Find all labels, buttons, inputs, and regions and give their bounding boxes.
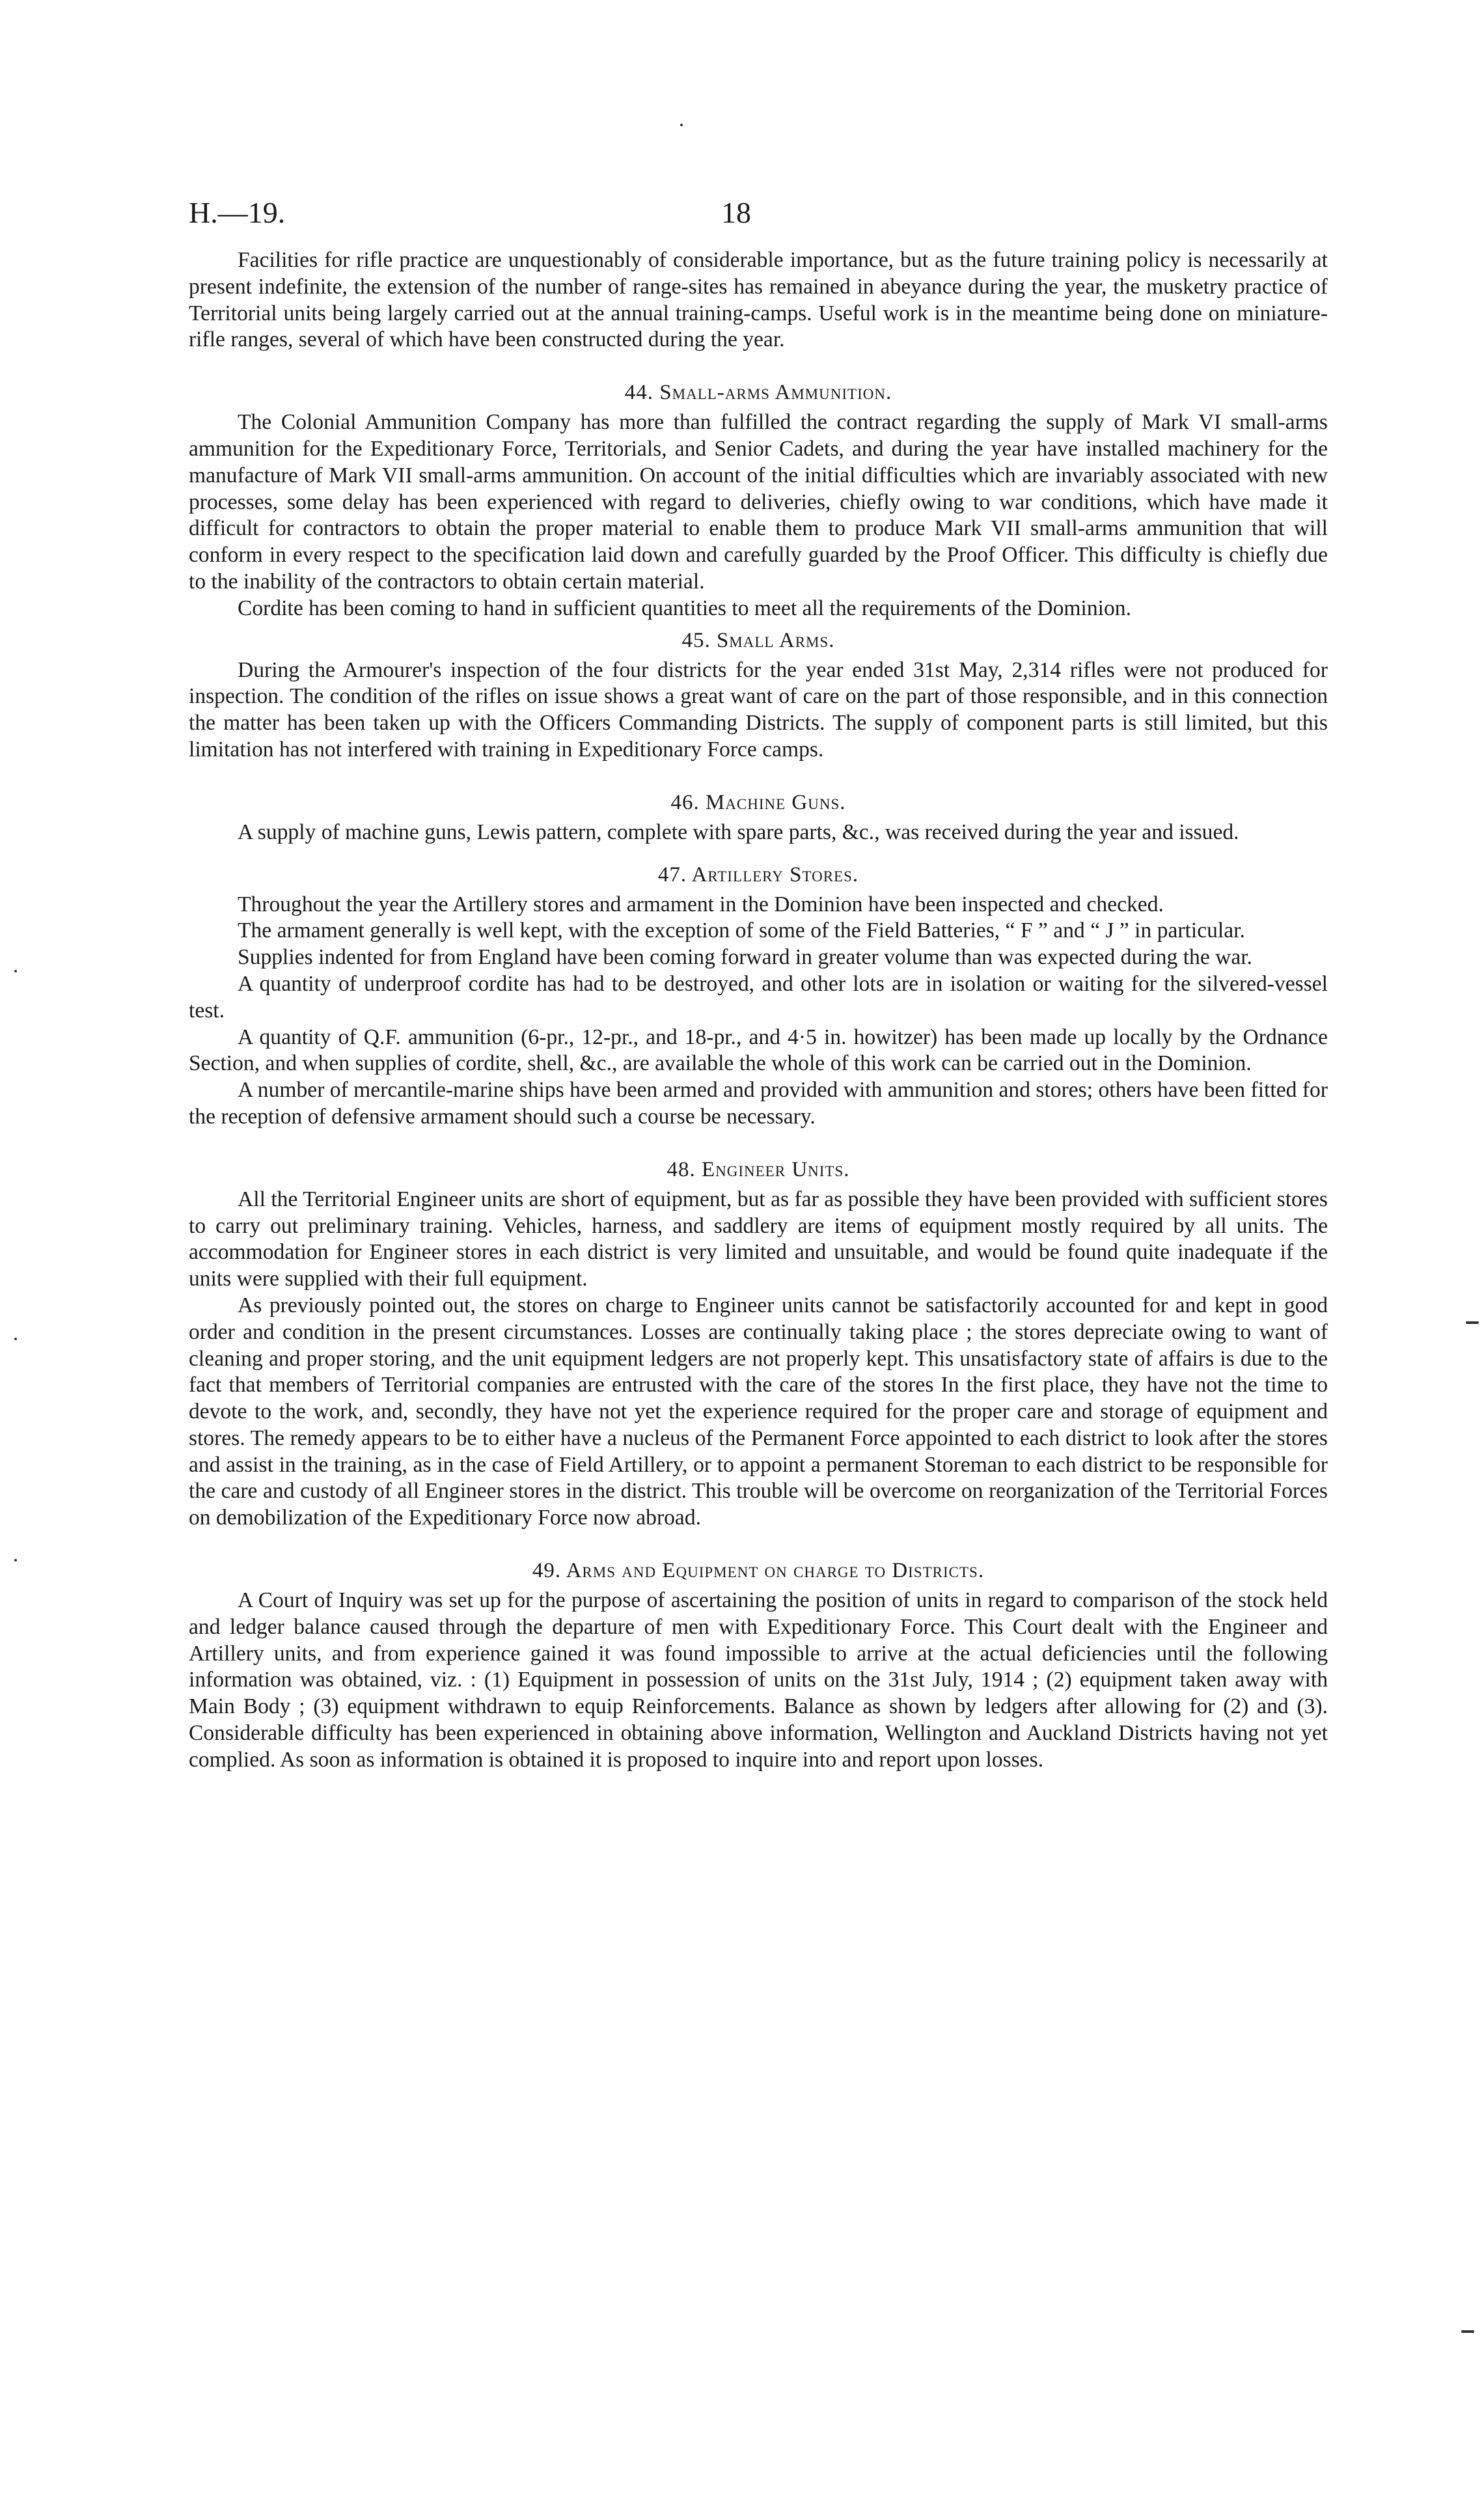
paragraph: Throughout the year the Artillery stores and armament in the Dominion have been inspected and checked.: [238, 892, 1164, 916]
paragraph: A supply of machine guns, Lewis pattern, complete with spare parts, &c., was received during the year and issued.: [238, 819, 1239, 844]
section-small-arms-ammunition: [189, 379, 1328, 622]
stray-mark: [14, 970, 17, 972]
paragraph: Cordite has been coming to hand in sufficient quantities to meet all the requirements of the Dominion.: [238, 596, 1131, 620]
section-arms-and-equipment: [189, 1558, 1328, 1774]
paragraph: The Colonial Ammunition Company has more than fulfilled the contract regarding the supply of Mark VI small-arms ammunition for the Expeditionary Force, Territorials, and Senior Cadets, and during the year have installed machinery for the manufacture of Mark VII small-arms ammunition. On account of the initial difficulties which are invariably associated with new processes, some delay has been experienced with regard to deliveries, chiefly owing to war conditions, which have made it difficult for contractors to obtain the proper material to enable them to produce Mark VII small-arms ammunition that will conform in every respect to the specification laid down and carefully guarded by the Proof Officer. This difficulty is chiefly due to the inability of the contractors to obtain certain material.: [189, 410, 1328, 594]
stray-mark: [1461, 2330, 1474, 2333]
intro-section: [189, 247, 1328, 353]
document-page: [189, 195, 1328, 1774]
paragraph: Facilities for rifle practice are unquestionably of considerable importance, but as the future training policy is necessarily at present indefinite, the extension of the number of range-sites has remained in abeyance during the year, the musketry practice of Territorial units being largely carried out at the annual training-camps. Useful work is in the meantime being done on miniature-rifle ranges, several of which have been constructed during the year.: [189, 248, 1328, 352]
stray-mark: [1466, 1321, 1479, 1324]
page-number: 18: [721, 196, 751, 229]
section-heading: 49. Arms and Equipment on charge to Districts.: [532, 1559, 985, 1583]
paragraph: The armament generally is well kept, with the exception of some of the Field Batteries, “ F ” and “ J ” in particular.: [238, 918, 1245, 943]
paragraph: A quantity of Q.F. ammunition (6-pr., 12-pr., and 18-pr., and 4·5 in. howitzer) has been made up locally by the Ordnance Section, and when supplies of cordite, shell, &c., are available the whole of this work can be carried out in the Dominion.: [189, 1025, 1328, 1076]
paragraph: A number of mercantile-marine ships have been armed and provided with ammunition and stores; others have been fitted for the reception of defensive armament should such a course be necessary.: [189, 1078, 1328, 1129]
section-heading: 48. Engineer Units.: [666, 1157, 850, 1181]
paragraph: All the Territorial Engineer units are short of equipment, but as far as possible they have been provided with sufficient stores to carry out preliminary training. Vehicles, harness, and saddlery are items of equipment mostly required by all units. The accommodation for Engineer stores in each district is very limited and unsuitable, and would be found quite inadequate if the units were supplied with their full equipment.: [189, 1187, 1328, 1291]
paper-reference: H.—19.: [189, 196, 286, 229]
stray-mark: [14, 1559, 17, 1562]
section-small-arms: [189, 627, 1328, 764]
paragraph: During the Armourer's inspection of the four districts for the year ended 31st May, 2,314 rifles were not produced for inspection. The condition of the rifles on issue shows a great want of care on the part of those responsible, and in this connection the matter has been taken up with the Officers Commanding Districts. The supply of component parts is still limited, but this limitation has not interfered with training in Expeditionary Force camps.: [189, 657, 1328, 762]
stray-mark: [14, 1338, 17, 1340]
section-heading: 46. Machine Guns.: [670, 790, 846, 814]
running-head: [189, 195, 1328, 247]
section-heading: 47. Artillery Stores.: [657, 862, 859, 887]
section-heading: 44. Small-arms Ammunition.: [624, 381, 892, 405]
section-engineer-units: [189, 1157, 1328, 1532]
section-machine-guns: [189, 790, 1328, 846]
paragraph: As previously pointed out, the stores on charge to Engineer units cannot be satisfactorily accounted for and kept in good order and condition in the present circumstances. Losses are continually taking place ; the stores depreciate owing to want of cleaning and proper storing, and the unit equipment ledgers are not properly kept. This unsatisfactory state of affairs is due to the fact that members of Territorial companies are entrusted with the care of the stores In the first place, they have not the time to devote to the work, and, secondly, they have not yet the experience required for the proper care and storage of equipment and stores. The remedy appears to be to either have a nucleus of the Permanent Force appointed to each district to look after the stores and assist in the training, as in the case of Field Artillery, or to appoint a permanent Storeman to each district to be responsible for the care and custody of all Engineer stores in the district. This trouble will be overcome on reorganization of the Territorial Forces on demobilization of the Expeditionary Force now abroad.: [189, 1293, 1328, 1530]
stray-mark: [680, 124, 683, 126]
section-heading: 45. Small Arms.: [681, 628, 835, 652]
section-artillery-stores: [189, 862, 1328, 1131]
paragraph: Supplies indented for from England have been coming forward in greater volume than was expected during the war.: [238, 945, 1253, 970]
paragraph: A Court of Inquiry was set up for the purpose of ascertaining the position of units in regard to comparison of the stock held and ledger balance caused through the departure of men with Expeditionary Force. This Court dealt with the Engineer and Artillery units, and from experience gained it was found impossible to arrive at the actual deficiencies until the following information was obtained, viz. : (1) Equipment in possession of units on the 31st July, 1914 ; (2) equipment taken away with Main Body ; (3) equipment withdrawn to equip Reinforcements. Balance as shown by ledgers after allowing for (2) and (3). Considerable difficulty has been experienced in obtaining above information, Wellington and Auckland Districts having not yet complied. As soon as information is obtained it is proposed to inquire into and report upon losses.: [189, 1588, 1328, 1772]
paragraph: A quantity of underproof cordite has had to be destroyed, and other lots are in isolation or waiting for the silvered-vessel test.: [189, 971, 1328, 1023]
